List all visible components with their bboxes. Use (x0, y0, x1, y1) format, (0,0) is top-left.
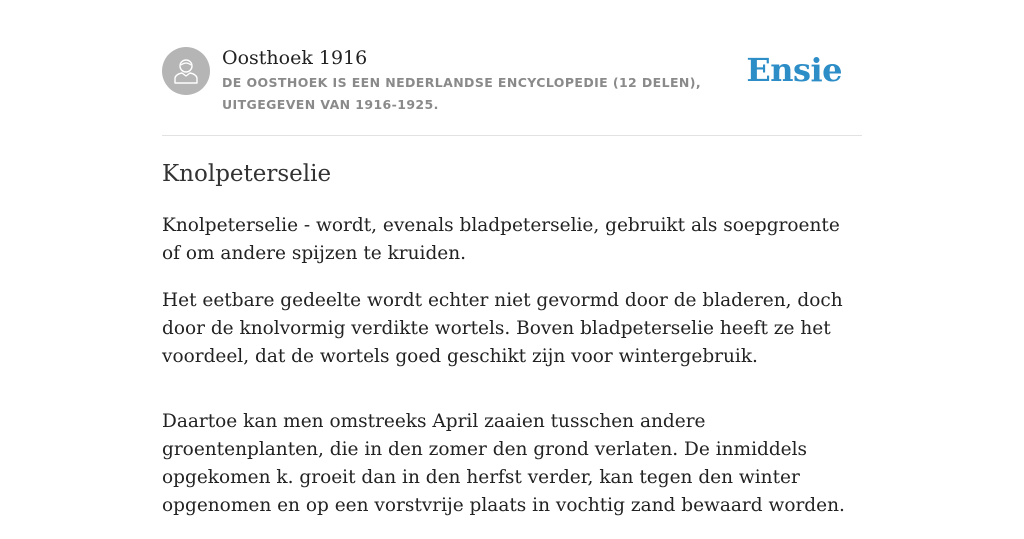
source-title[interactable]: Oosthoek 1916 (222, 47, 368, 69)
brand-logo[interactable]: Ensie (746, 51, 842, 89)
user-icon (171, 56, 201, 86)
article-body (162, 212, 862, 539)
source-description: DE OOSTHOEK IS EEN NEDERLANDSE ENCYCLOPEDIE (12 DELEN), UITGEGEVEN VAN 1916-1925. (222, 75, 702, 112)
avatar[interactable] (162, 47, 210, 95)
article-title: Knolpeterselie (162, 161, 332, 187)
article-paragraph: Het eetbare gedeelte wordt echter niet gevormd door de bladeren, doch door de knolvormig verdikte wortels. Boven bladpeterselie heeft ze het voordeel, dat de wortels goed geschikt zijn voor wintergebruik. (162, 290, 843, 367)
paragraph-spacer (162, 371, 862, 408)
article-paragraph: Knolpeterselie - wordt, evenals bladpeterselie, gebruikt als soepgroente of om andere spijzen te kruiden. (162, 215, 840, 264)
source-header (162, 46, 862, 136)
article-paragraph: Daartoe kan men omstreeks April zaaien tusschen andere groentenplanten, die in den zomer den grond verlaten. De inmiddels opgekomen k. groeit dan in den herfst verder, kan tegen den winter opgenomen en op een vorstvrije plaats in vochtig zand bewaard worden. (162, 411, 845, 516)
